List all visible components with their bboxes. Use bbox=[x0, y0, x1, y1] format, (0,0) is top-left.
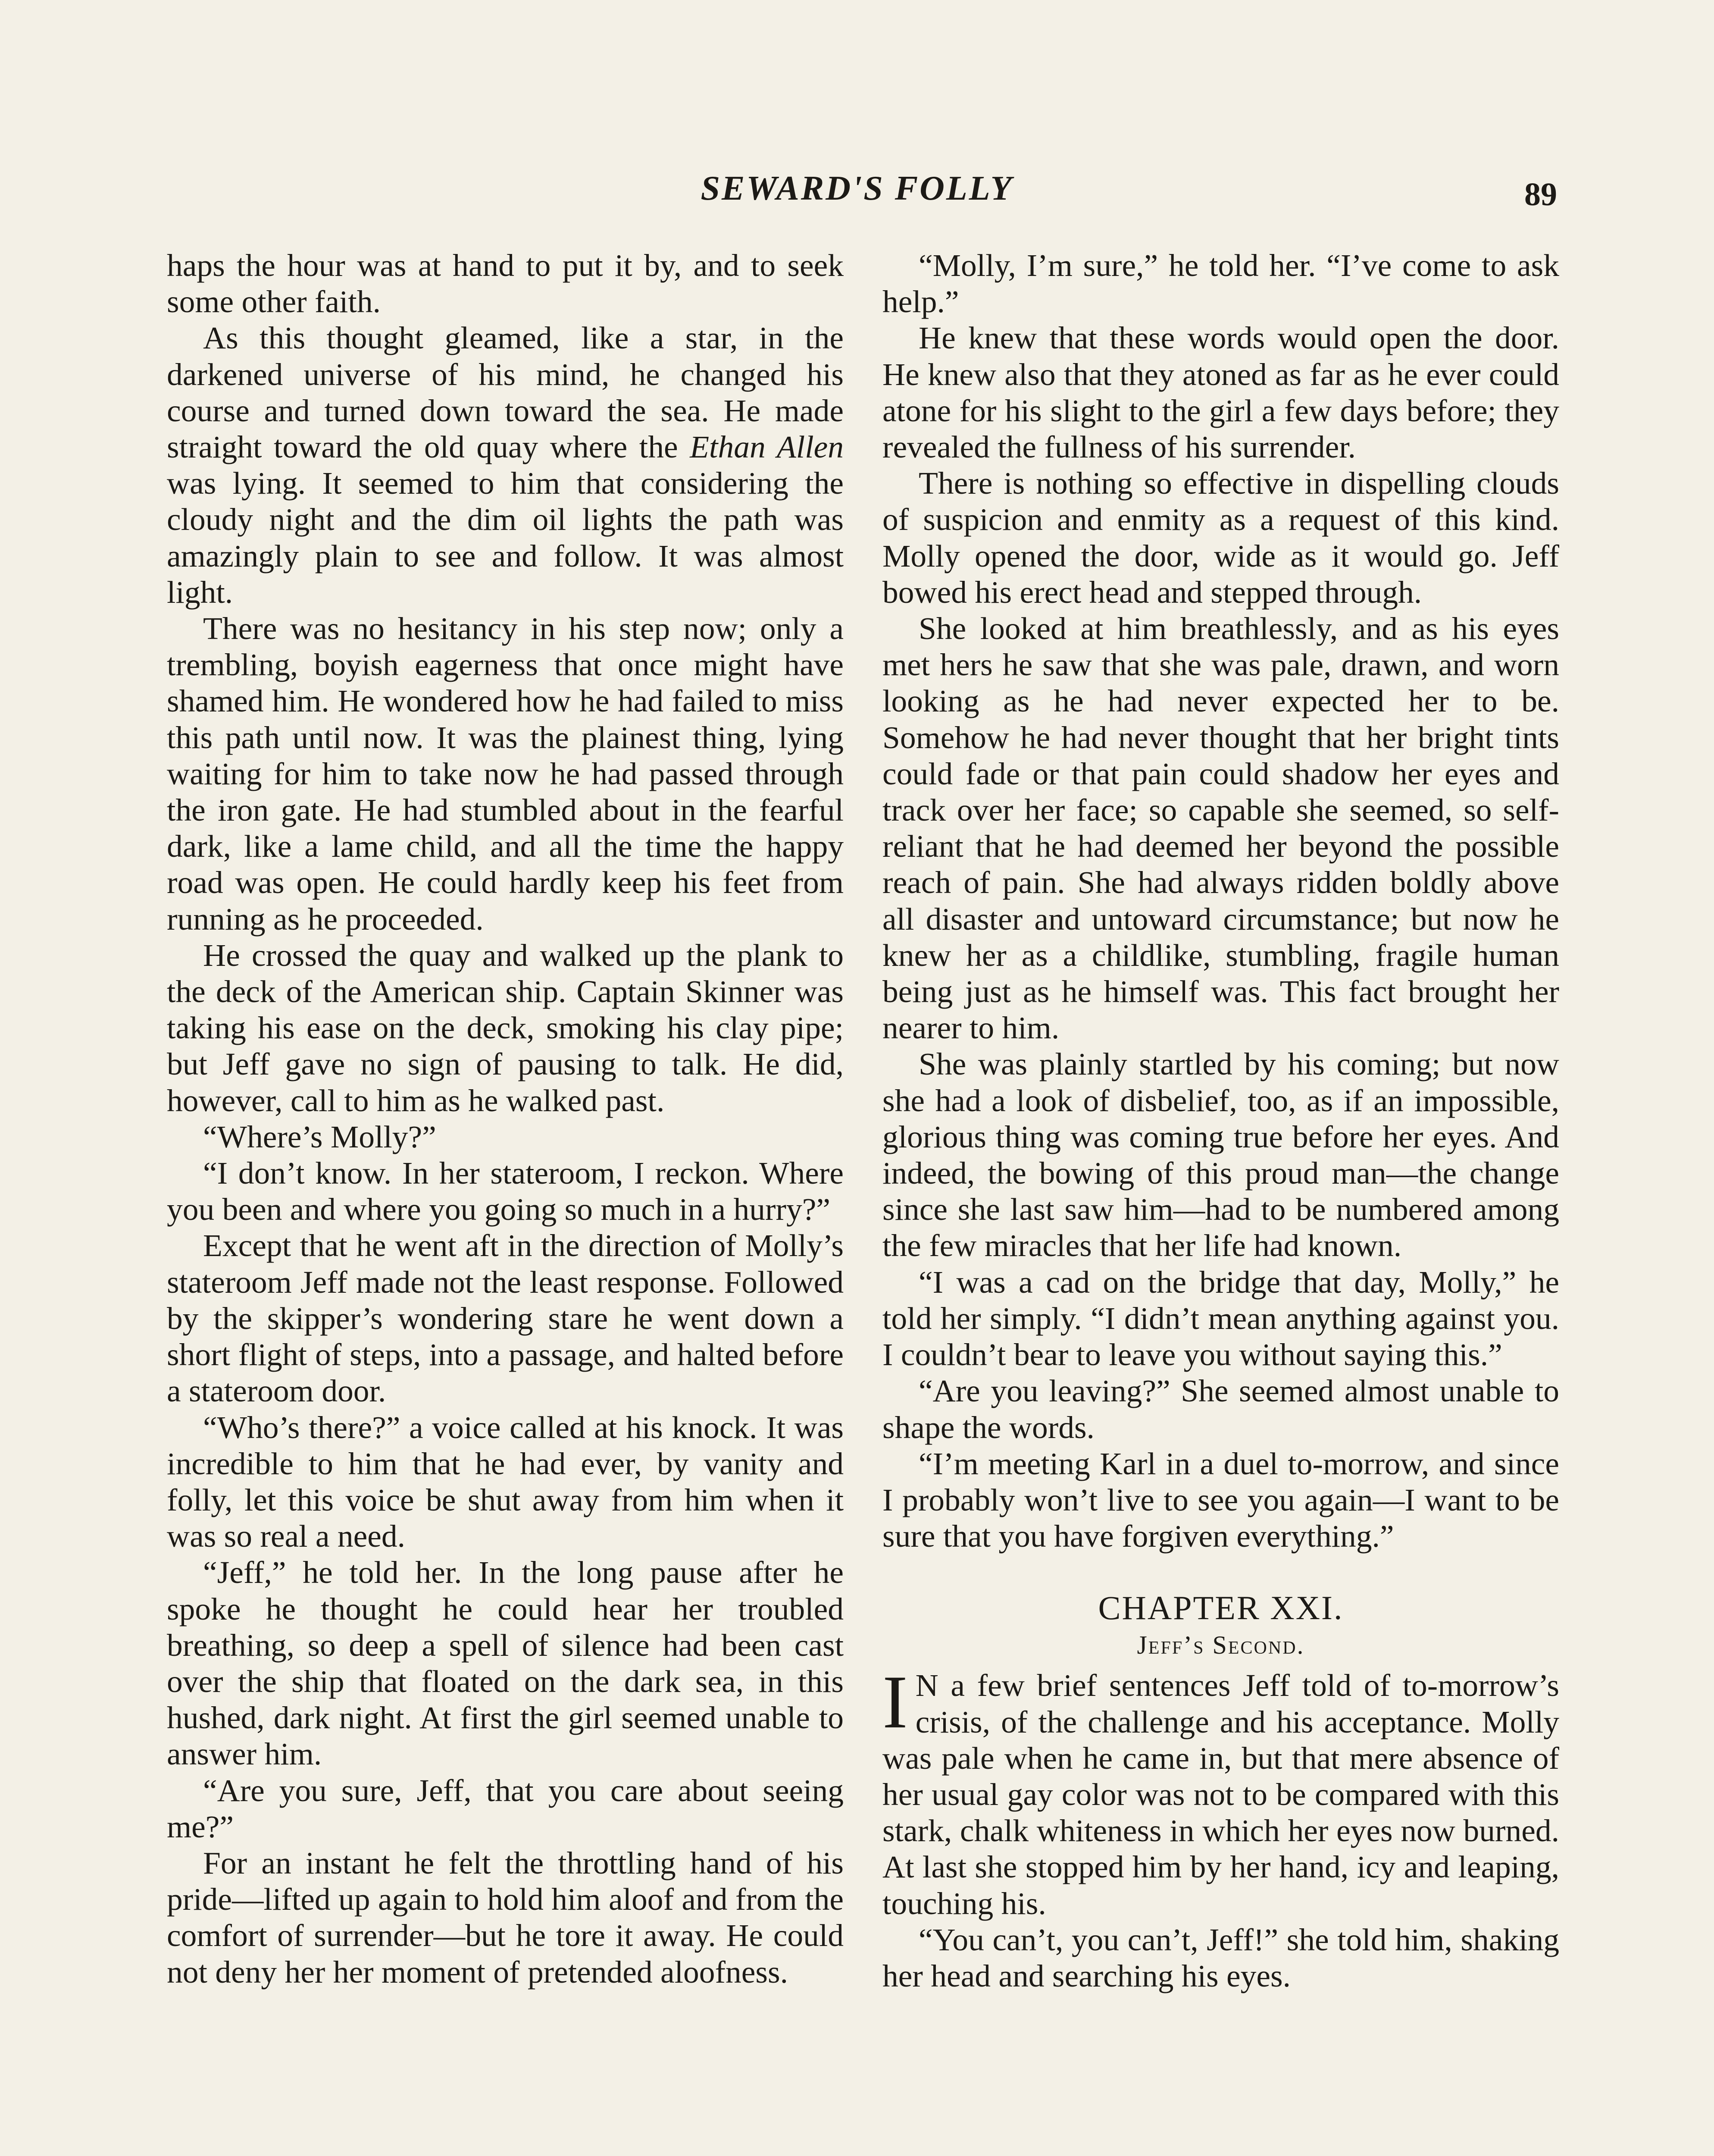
paragraph: For an instant he felt the throttling hand of his pride—lifted up again to hold him aloof and from the comfort of surrender—but he tore it away. He could not deny her her moment of pretended aloofness. bbox=[167, 1845, 844, 1990]
paragraph: There was no hesitancy in his step now; only a trembling, boyish eagerness that once might have shamed him. He wondered how he had failed to miss this path until now. It was the plainest thing, lying waiting for him to take now he had passed through the iron gate. He had stumbled about in the fearful dark, like a lame child, and all the time the happy road was open. He could hardly keep his feet from running as he proceeded. bbox=[167, 611, 844, 937]
left-column bbox=[167, 248, 844, 1990]
paragraph: Except that he went aft in the direction of Molly’s stateroom Jeff made not the least response. Followed by the skipper’s wondering stare he went down a short flight of steps, into a passage, and halted before a stateroom door. bbox=[167, 1228, 844, 1409]
chapter-title: CHAPTER XXI. bbox=[1098, 1589, 1344, 1627]
paragraph: “You can’t, you can’t, Jeff!” she told him, shaking her head and searching his eyes. bbox=[882, 1922, 1559, 1993]
chapter-first-paragraph: I N a few brief sentences Jeff told of to-morrow’s crisis, of the challenge and his acceptance. Molly was pale when he came in, but that mere absence of her usual gay color was not to be compared with this stark, chalk whiteness in which her eyes now burned. At last she stopped him by her hand, icy and leaping, touching his. bbox=[882, 1660, 1559, 1921]
chapter-subtitle: Jeff’s Second. bbox=[1137, 1631, 1305, 1660]
paragraph: “I don’t know. In her stateroom, I reckon. Where you been and where you going so much in a hurry?” bbox=[167, 1156, 844, 1227]
paragraph: There is nothing so effective in dispelling clouds of suspicion and enmity as a request of this kind. Molly opened the door, wide as it would go. Jeff bowed his erect head and stepped through. bbox=[882, 466, 1559, 610]
paragraph: He crossed the quay and walked up the plank to the deck of the American ship. Captain Skinner was taking his ease on the deck, smoking his clay pipe; but Jeff gave no sign of pausing to talk. He did, however, call to him as he walked past. bbox=[167, 937, 844, 1118]
paragraph: He knew that these words would open the door. He knew also that they atoned as far as he ever could atone for his slight to the girl a few days before; they revealed the fullness of his surrender. bbox=[882, 320, 1559, 465]
right-column bbox=[882, 248, 1559, 1994]
paragraph: “I was a cad on the bridge that day, Molly,” he told her simply. “I didn’t mean anything against you. I couldn’t bear to leave you without saying this.” bbox=[882, 1264, 1559, 1373]
paragraph: “Molly, I’m sure,” he told her. “I’ve come to ask help.” bbox=[882, 248, 1559, 320]
running-title: SEWARD'S FOLLY bbox=[701, 169, 1013, 207]
paragraph: As this thought gleamed, like a star, in the darkened universe of his mind, he changed his course and turned down toward the sea. He made straight toward the old quay where the Ethan Allen was lying. It seemed to him that considering the cloudy night and the dim oil lights the path was amazingly plain to see and follow. It was almost light. bbox=[167, 320, 844, 610]
paragraph: “Are you sure, Jeff, that you care about seeing me?” bbox=[167, 1773, 844, 1844]
ship-name: Ethan Allen bbox=[690, 429, 844, 465]
paragraph: haps the hour was at hand to put it by, and to seek some other faith. bbox=[167, 248, 844, 320]
paragraph: “Jeff,” he told her. In the long pause after he spoke he thought he could hear her troubled breathing, so deep a spell of silence had been cast over the ship that floated on the dark sea, in this hushed, dark night. At first the girl seemed unable to answer him. bbox=[167, 1555, 844, 1772]
drop-cap: I bbox=[882, 1660, 908, 1745]
paragraph: She looked at him breathlessly, and as his eyes met hers he saw that she was pale, drawn, and worn looking as he had never expected her to be. Somehow he had never thought that her bright tints could fade or that pain could shadow her eyes and track over her face; so capable she seemed, so self-reliant that he had deemed her beyond the possible reach of pain. She had always ridden boldly above all disaster and untoward circumstance; but now he knew her as a childlike, stumbling, fragile human being just as he himself was. This fact brought her nearer to him. bbox=[882, 611, 1559, 1046]
paragraph: “Who’s there?” a voice called at his knock. It was incredible to him that he had ever, by vanity and folly, let this voice be shut away from him when it was so real a need. bbox=[167, 1410, 844, 1554]
paragraph: “Are you leaving?” She seemed almost unable to shape the words. bbox=[882, 1373, 1559, 1445]
page-number: 89 bbox=[1524, 176, 1557, 213]
paragraph: “I’m meeting Karl in a duel to-morrow, and since I probably won’t live to see you again—I want to be sure that you have forgiven everything.” bbox=[882, 1446, 1559, 1554]
paragraph: “Where’s Molly?” bbox=[203, 1119, 436, 1154]
paragraph: She was plainly startled by his coming; but now she had a look of disbelief, too, as if an impossible, glorious thing was coming true before her eyes. And indeed, the bowing of this proud man—the change since she last saw him—had to be numbered among the few miracles that her life had known. bbox=[882, 1047, 1559, 1263]
